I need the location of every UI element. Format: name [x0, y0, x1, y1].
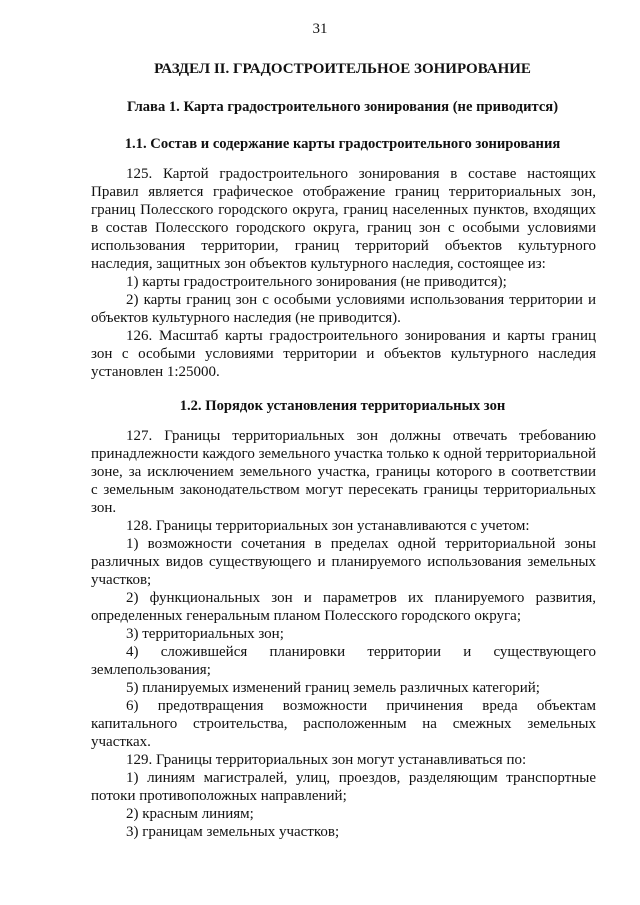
paragraph-line: использования территории, границ территорий объектов культурного — [91, 238, 596, 254]
paragraph-line: определенных генеральным планом Полесского городского округа; — [91, 608, 521, 624]
paragraph-line: установлен 1:25000. — [91, 364, 220, 380]
list-item: 3) границам земельных участков; — [126, 824, 340, 840]
list-item: 1) линиям магистралей, улиц, проездов, разделяющим транспортные — [126, 770, 596, 786]
paragraph-line: объектов культурного наследия (не приводится). — [91, 310, 401, 326]
paragraph-line: 129. Границы территориальных зон могут устанавливаться по: — [126, 752, 527, 768]
paragraph-line: Правил является графическое отображение границ территориальных зон, — [91, 184, 596, 200]
list-item: 2) функциональных зон и параметров их планируемого развития, — [126, 590, 596, 606]
paragraph-line: землепользования; — [91, 662, 211, 678]
paragraph-line: зоне, за исключением земельного участка, границы которого в соответствии — [91, 464, 596, 480]
paragraph-line: границ Полесского городского округа, границ населенных пунктов, входящих — [91, 202, 596, 218]
subsection-title-1-2: 1.2. Порядок установления территориальных зон — [179, 398, 506, 414]
paragraph-line: 127. Границы территориальных зон должны отвечать требованию — [126, 428, 596, 444]
list-item: 6) предотвращения возможности причинения вреда объектам — [126, 698, 596, 714]
paragraph-line: потоки противоположных направлений; — [91, 788, 347, 804]
paragraph-line: зон. — [91, 500, 117, 516]
list-item: 3) территориальных зон; — [126, 626, 284, 642]
list-item: 4) сложившейся планировки территории и существующего — [126, 644, 596, 660]
paragraph-line: различных видов существующего и планируемого использования земельных — [91, 554, 596, 570]
section-title: РАЗДЕЛ II. ГРАДОСТРОИТЕЛЬНОЕ ЗОНИРОВАНИЕ — [154, 61, 531, 77]
paragraph-line: 125. Картой градостроительного зонирования в составе настоящих — [126, 166, 596, 182]
paragraph-line: принадлежности каждого земельного участка только к одной территориальной — [91, 446, 596, 462]
subsection-title-1-1: 1.1. Состав и содержание карты градостроительного зонирования — [124, 136, 561, 152]
list-item: 1) карты градостроительного зонирования (не приводится); — [126, 274, 507, 290]
paragraph-line: зон с особыми условиями территории и объектов культурного наследия — [91, 346, 596, 362]
paragraph-line: 128. Границы территориальных зон устанавливаются с учетом: — [126, 518, 530, 534]
list-item: 5) планируемых изменений границ земель различных категорий; — [126, 680, 540, 696]
paragraph-line: с земельным законодательством могут пересекать границы территориальных — [91, 482, 596, 498]
paragraph-line: в состав Полесского городского округа, границ зон с особыми условиями — [91, 220, 596, 236]
paragraph-line: участков; — [91, 572, 152, 588]
paragraph-line: 126. Масштаб карты градостроительного зонирования и карты границ — [126, 328, 596, 344]
paragraph-line: капитального строительства, расположенным на смежных земельных — [91, 716, 596, 732]
list-item: 2) карты границ зон с особыми условиями использования территории и — [126, 292, 596, 308]
paragraph-line: наследия, защитных зон объектов культурного наследия, состоящее из: — [91, 256, 546, 272]
page-number: 31 — [312, 21, 328, 37]
list-item: 1) возможности сочетания в пределах одной территориальной зоны — [126, 536, 596, 552]
paragraph-line: участках. — [91, 734, 151, 750]
chapter-title: Глава 1. Карта градостроительного зонирования (не приводится) — [126, 99, 559, 115]
list-item: 2) красным линиям; — [126, 806, 254, 822]
